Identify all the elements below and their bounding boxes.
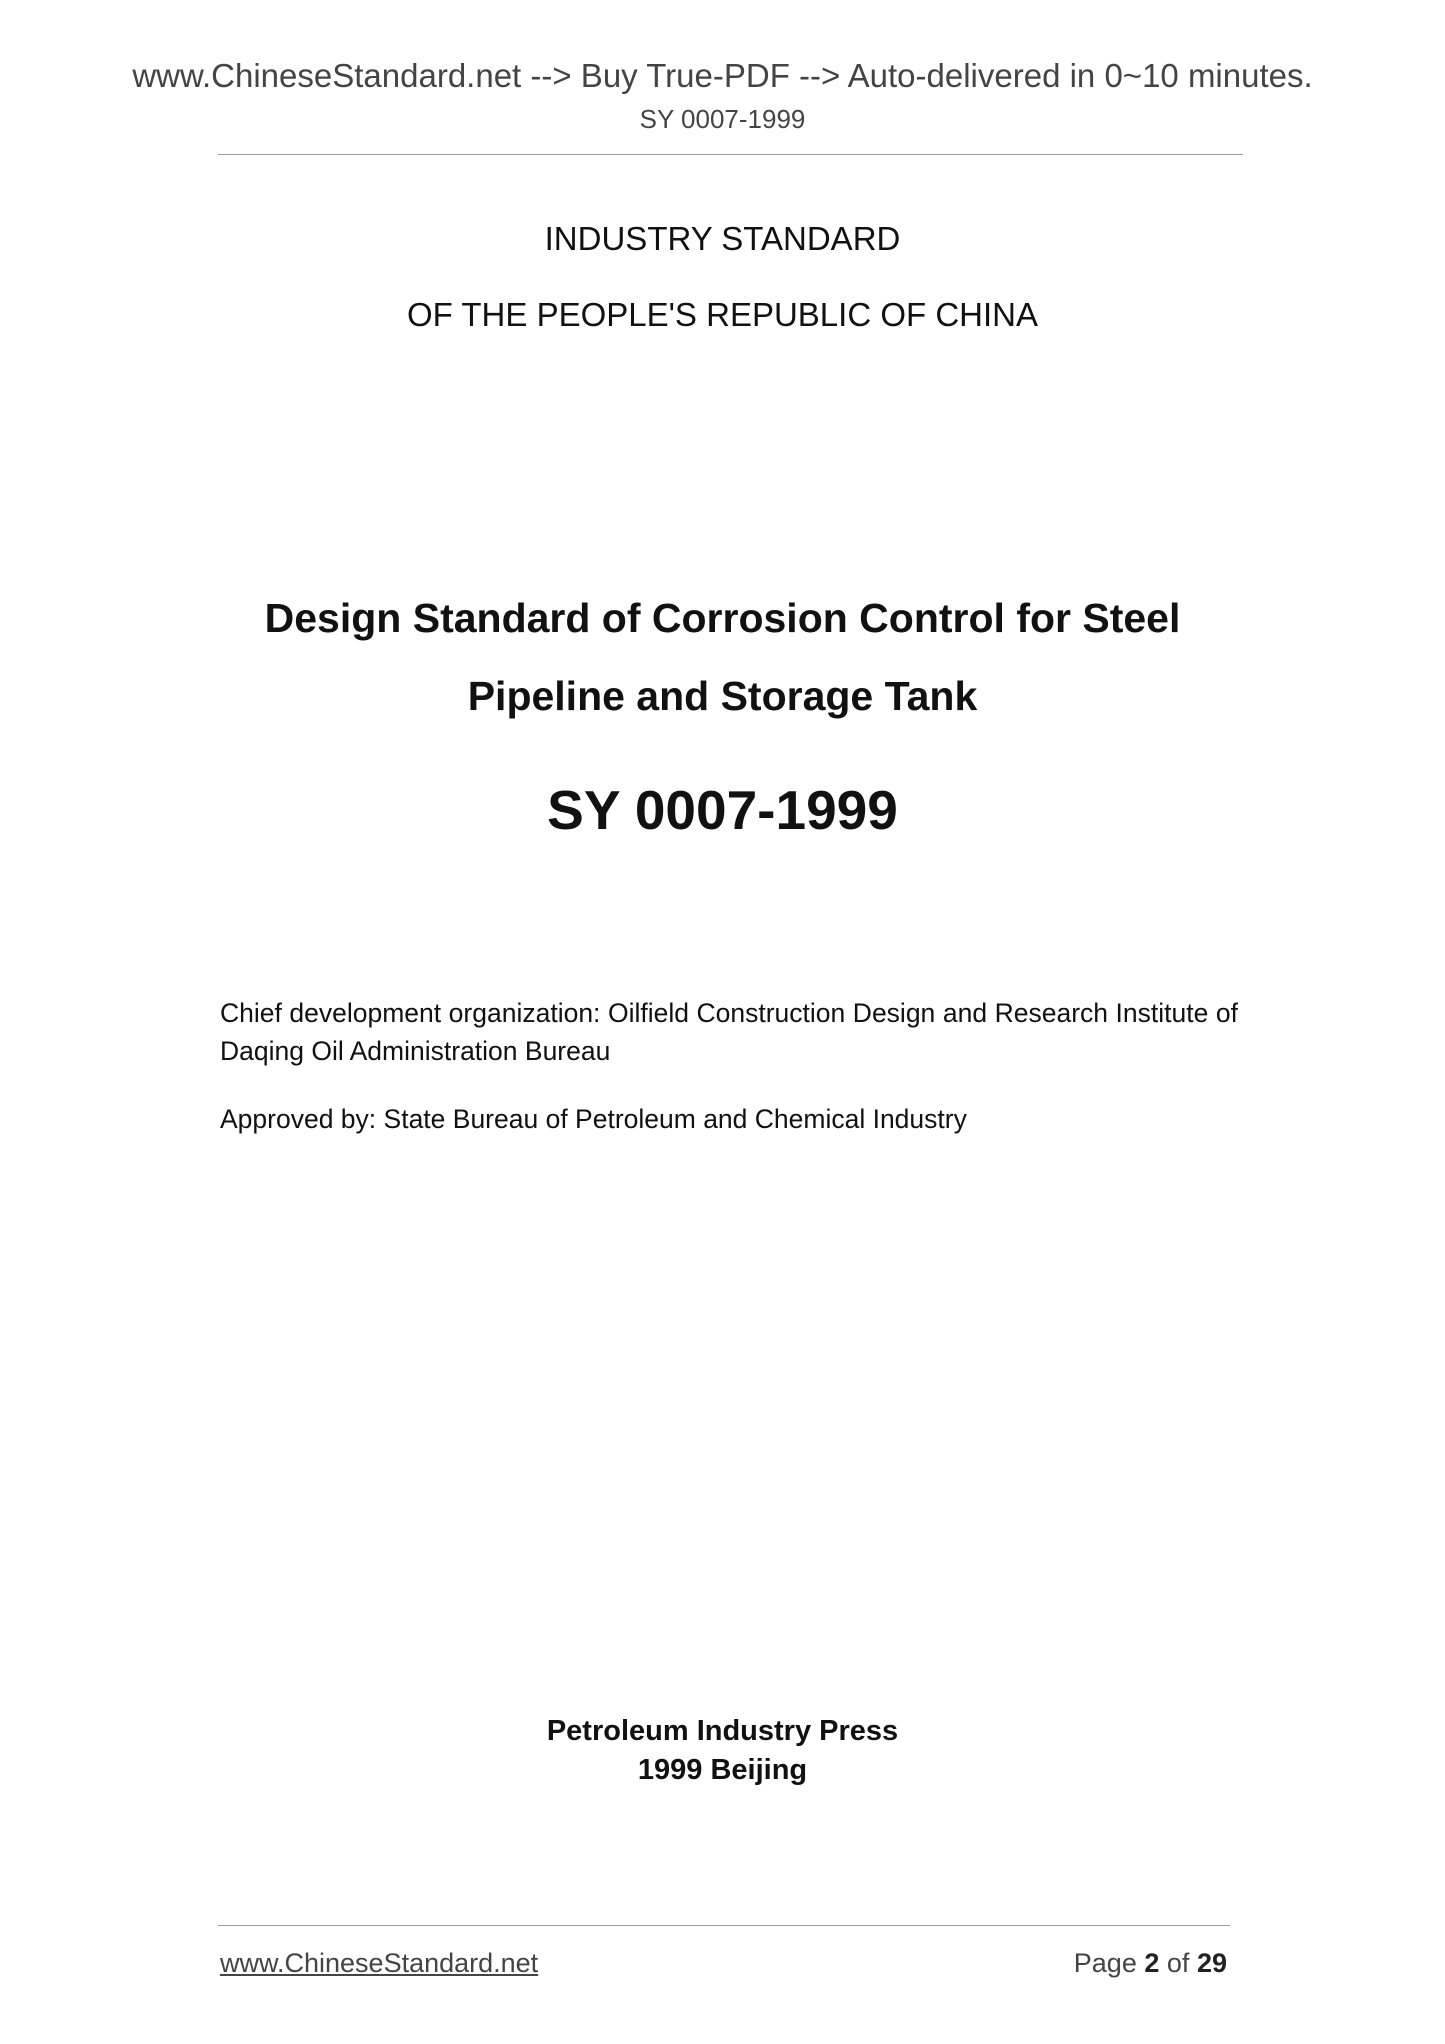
page-total: 29 xyxy=(1196,1948,1227,1978)
chief-org-label: Chief development organization: xyxy=(220,998,601,1028)
country-heading: OF THE PEOPLE'S REPUBLIC OF CHINA xyxy=(407,296,1038,333)
page-of: of xyxy=(1166,1948,1190,1978)
publish-year-place: 1999 Beijing xyxy=(637,1754,808,1786)
page-current: 2 xyxy=(1144,1948,1160,1978)
page-word: Page xyxy=(1073,1948,1137,1978)
document-title-line-1: Design Standard of Corrosion Control for Steel xyxy=(264,595,1181,641)
header-divider xyxy=(218,154,1243,155)
document-title-line-2: Pipeline and Storage Tank xyxy=(467,673,978,719)
standard-number: SY 0007-1999 xyxy=(547,779,898,841)
header-banner: www.ChineseStandard.net --> Buy True-PDF --> Auto-delivered in 0~10 minutes. xyxy=(132,57,1313,94)
footer-site-link[interactable]: www.ChineseStandard.net xyxy=(220,1948,539,1978)
publisher-name: Petroleum Industry Press xyxy=(546,1715,899,1747)
approved-by xyxy=(220,1100,1238,1138)
footer-divider xyxy=(218,1925,1230,1926)
header-standard-code: SY 0007-1999 xyxy=(639,104,806,134)
chief-org-value: Oilfield Construction Design and Research Institute of Daqing Oil Administration Bureau xyxy=(220,998,1238,1066)
chief-development-organization xyxy=(220,994,1238,1070)
approved-value: State Bureau of Petroleum and Chemical Industry xyxy=(383,1104,967,1134)
page-indicator xyxy=(1074,1945,1227,1981)
industry-standard-heading: INDUSTRY STANDARD xyxy=(544,220,901,257)
approved-label: Approved by: xyxy=(220,1104,377,1134)
